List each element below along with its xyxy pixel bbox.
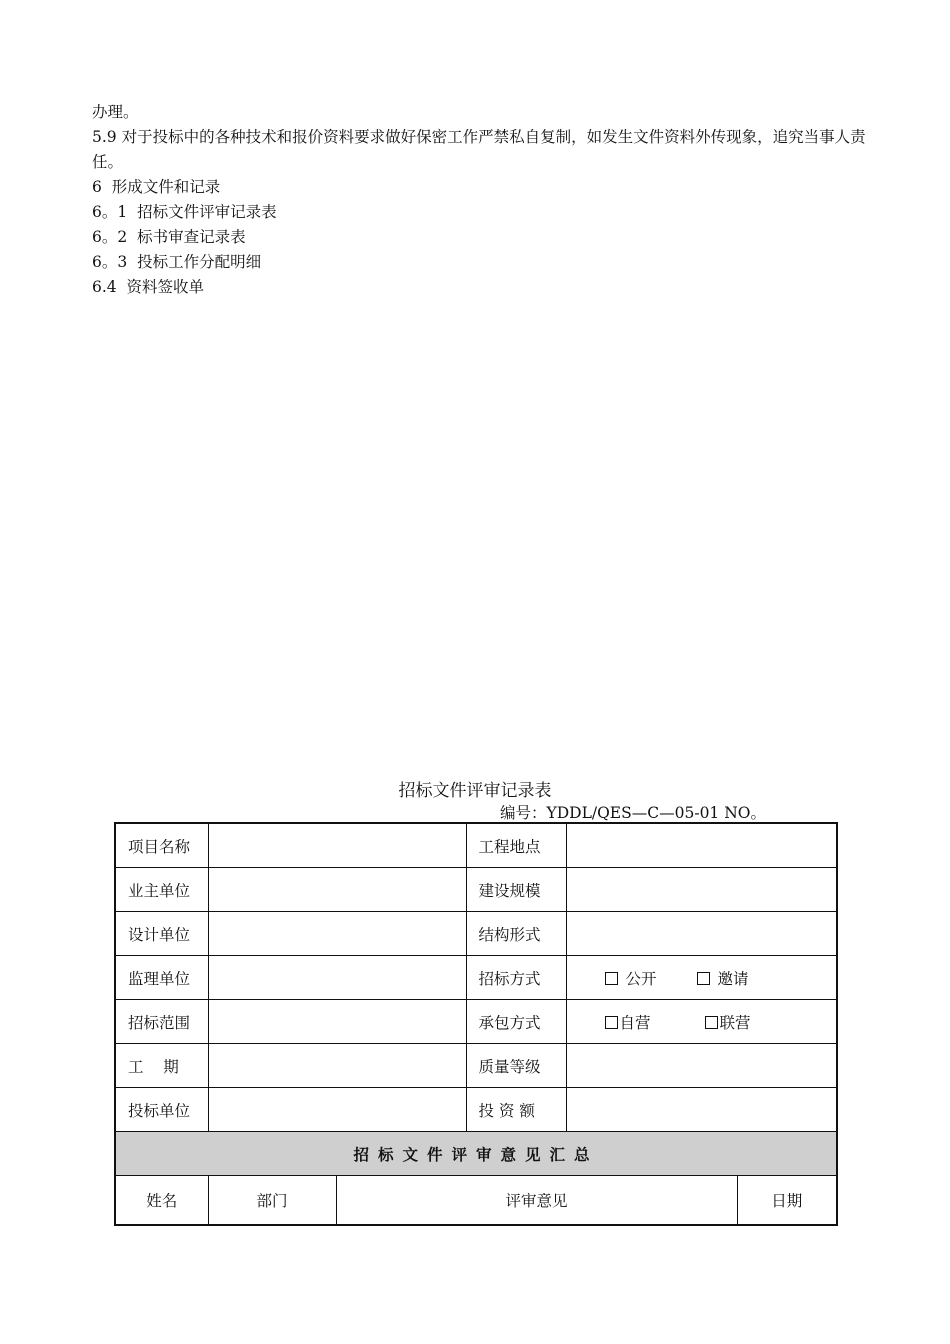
project-name-field[interactable] [208,823,466,868]
contract-method-options [566,1000,837,1044]
label-investment-amount: 投 资 额 [466,1088,566,1132]
records-list [92,175,277,300]
checkbox-icon [697,972,710,985]
quality-grade-field[interactable] [566,1044,837,1088]
option-joint-operated-checkbox[interactable]: 联营 [705,1011,751,1033]
list-item: 6.4 资料签收单 [92,278,205,296]
duration-field[interactable] [208,1044,466,1088]
summary-header: 招标文件评审意见汇总 [115,1132,837,1176]
checkbox-icon [605,972,618,985]
table-row [115,868,837,912]
option-open-checkbox[interactable]: 公开 [605,967,657,989]
table-row [115,1000,837,1044]
label-quality-grade: 质量等级 [466,1044,566,1088]
table-row [115,912,837,956]
label-bidding-unit: 投标单位 [115,1088,208,1132]
table-row [115,956,837,1000]
project-location-field[interactable] [566,823,837,868]
table-row [115,823,837,868]
table-row [115,1176,837,1226]
form-title: 招标文件评审记录表 [398,781,552,801]
label-owner-unit: 业主单位 [115,868,208,912]
option-invited-checkbox[interactable]: 邀请 [697,967,749,989]
supervision-unit-field[interactable] [208,956,466,1000]
label-duration: 工 期 [115,1044,208,1088]
construction-scale-field[interactable] [566,868,837,912]
header-name: 姓名 [115,1176,208,1226]
structure-form-field[interactable] [566,912,837,956]
label-project-name: 项目名称 [115,823,208,868]
label-bidding-scope: 招标范围 [115,1000,208,1044]
label-bidding-method: 招标方式 [466,956,566,1000]
review-record-table [114,822,838,1226]
table-row [115,1044,837,1088]
label-design-unit: 设计单位 [115,912,208,956]
checkbox-icon [705,1016,718,1029]
label-contract-method: 承包方式 [466,1000,566,1044]
checkbox-icon [605,1016,618,1029]
list-item: 6。2 标书审查记录表 [92,228,246,246]
header-review-opinion: 评审意见 [336,1176,737,1226]
bidding-unit-field[interactable] [208,1088,466,1132]
header-date: 日期 [737,1176,837,1226]
list-item: 6 形成文件和记录 [92,178,221,196]
label-project-location: 工程地点 [466,823,566,868]
bidding-method-options [566,956,837,1000]
investment-amount-field[interactable] [566,1088,837,1132]
paragraph-continuation: 办理。 [92,103,139,121]
label-structure-form: 结构形式 [466,912,566,956]
bidding-scope-field[interactable] [208,1000,466,1044]
option-self-operated-checkbox[interactable]: 自营 [605,1011,651,1033]
owner-unit-field[interactable] [208,868,466,912]
paragraph-5-9: 5.9 对于投标中的各种技术和报价资料要求做好保密工作严禁私自复制，如发生文件资料外传现象，追究当事人责任。 [92,128,866,171]
header-department: 部门 [208,1176,336,1226]
label-supervision-unit: 监理单位 [115,956,208,1000]
list-item: 6。1 招标文件评审记录表 [92,203,277,221]
table-row [115,1088,837,1132]
label-construction-scale: 建设规模 [466,868,566,912]
form-code: 编号：YDDL/QES—C—05-01 NO。 [500,804,766,822]
table-row [115,1132,837,1176]
design-unit-field[interactable] [208,912,466,956]
list-item: 6。3 投标工作分配明细 [92,253,262,271]
